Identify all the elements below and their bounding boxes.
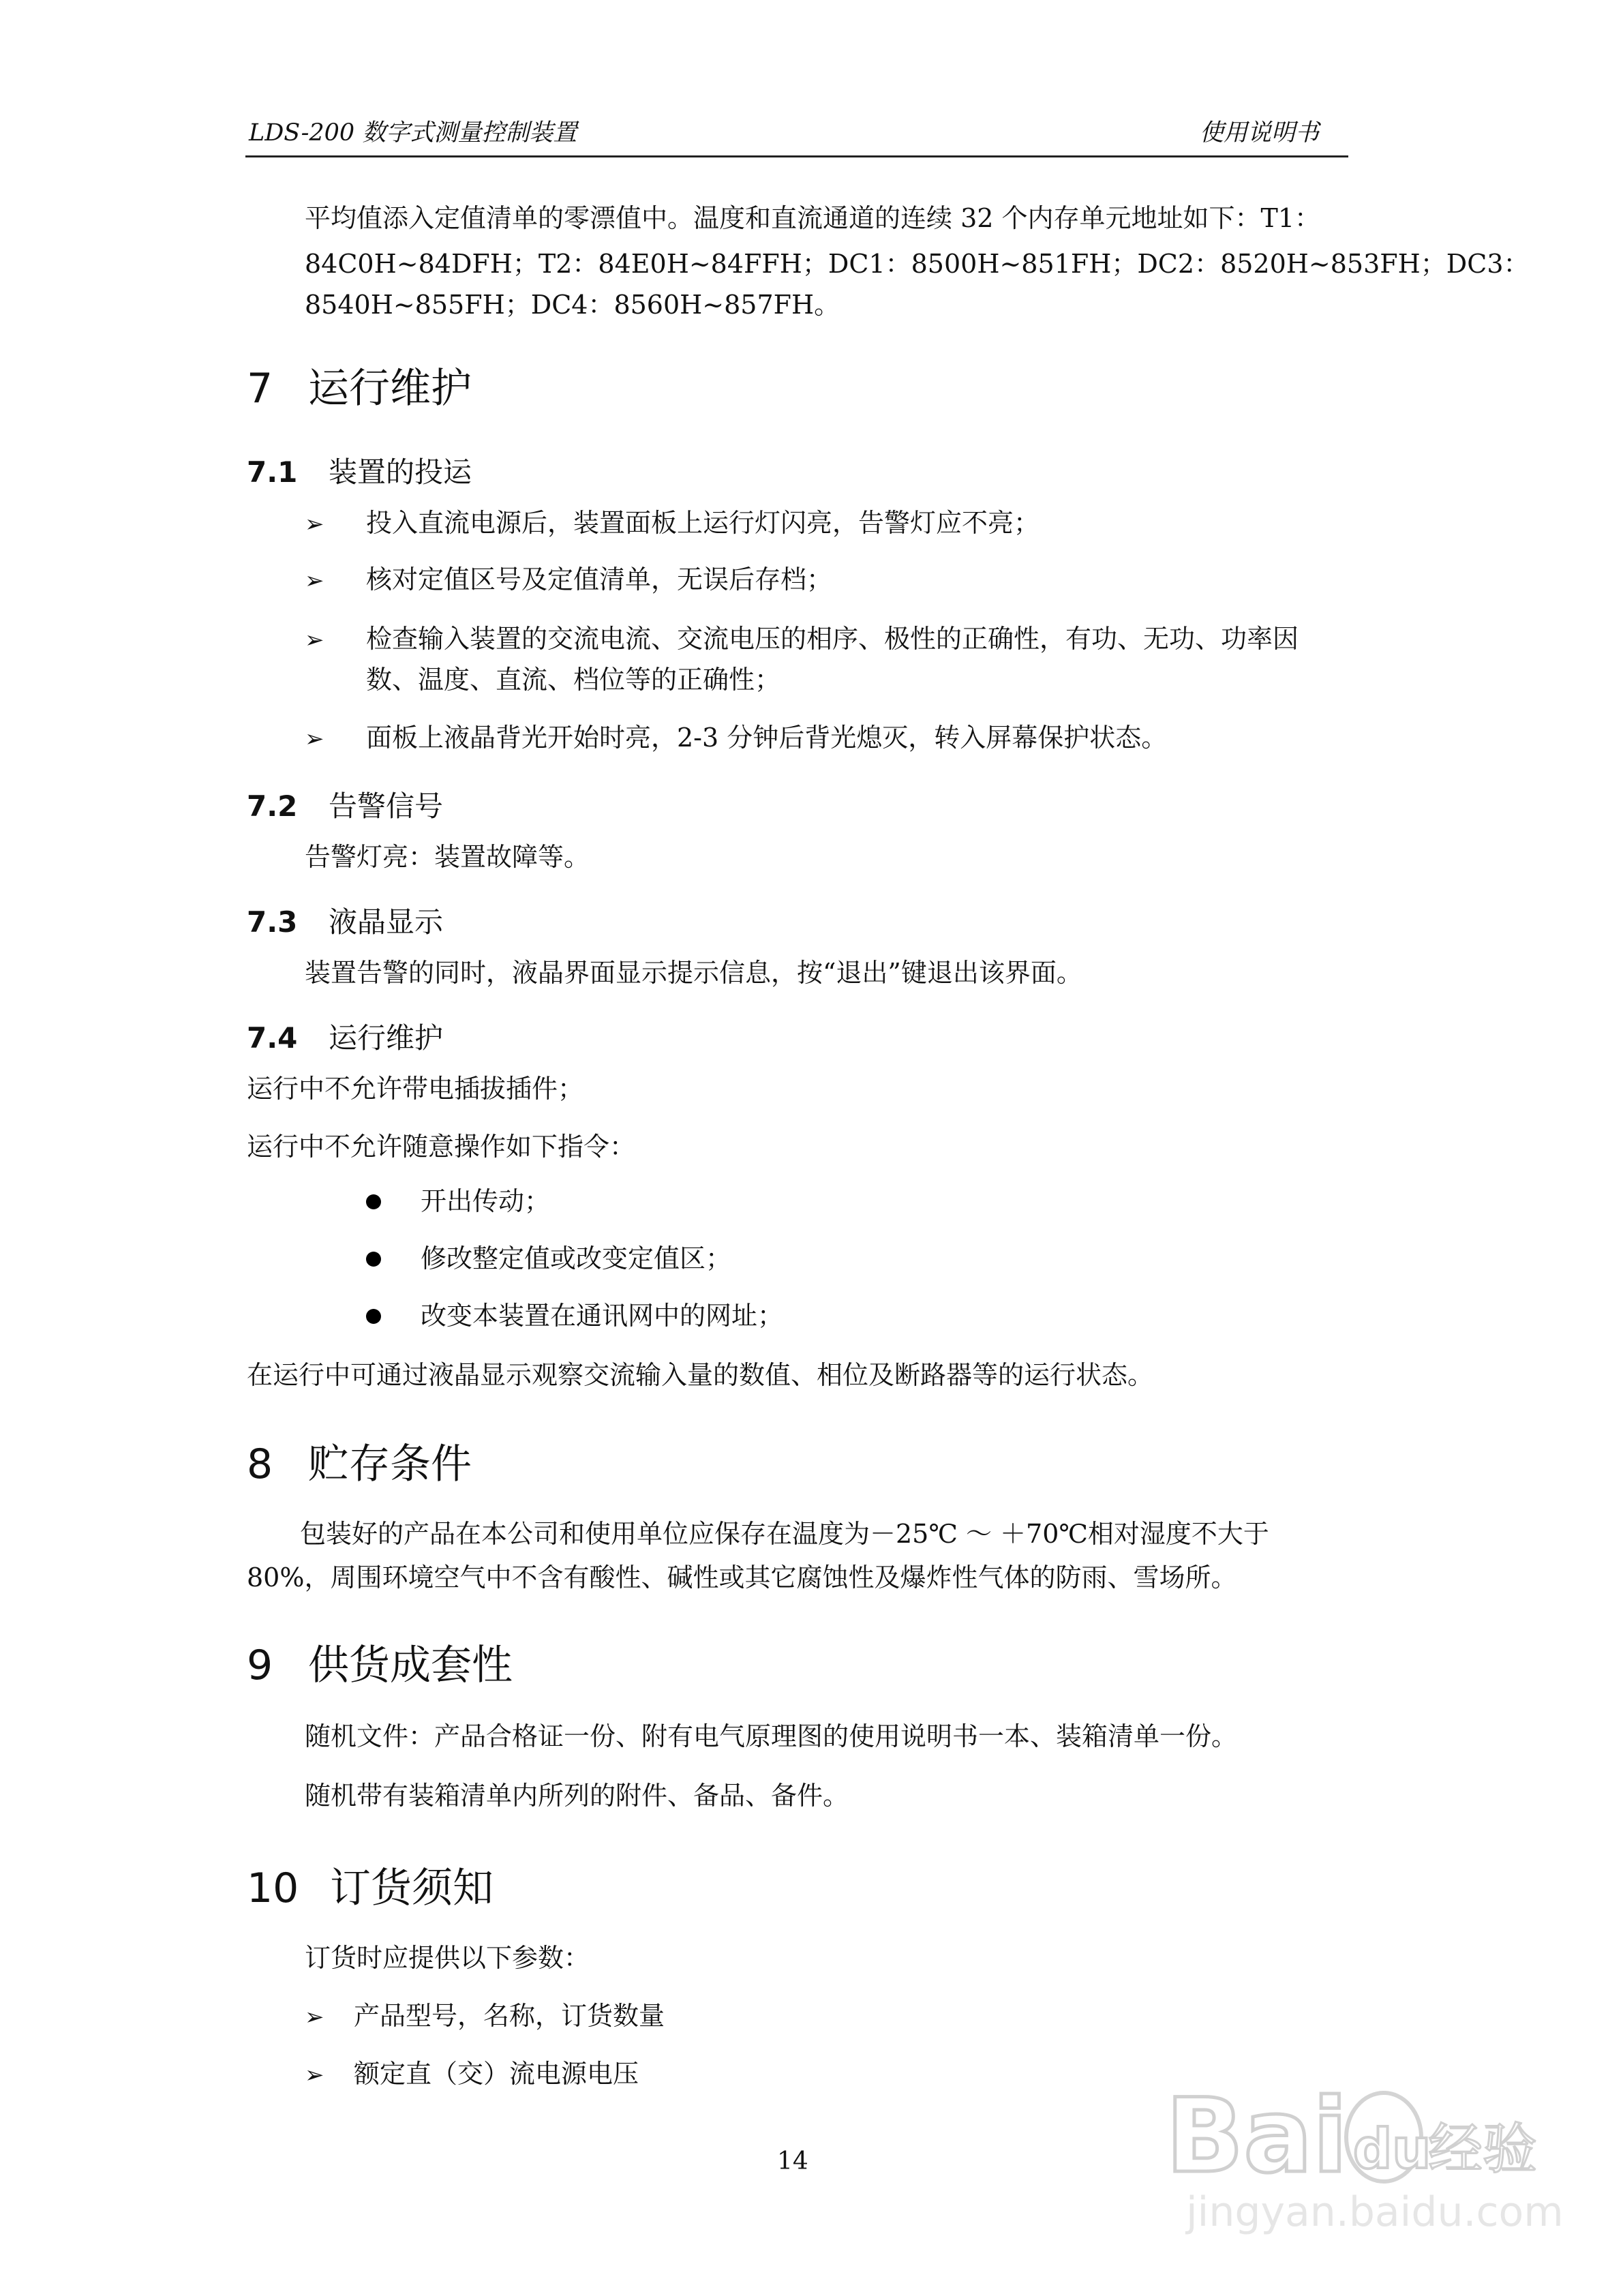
dot-bullet-icon <box>366 1252 381 1267</box>
list-item: ➢ 产品型号，名称，订货数量 <box>305 2001 665 2031</box>
header-divider <box>245 155 1348 157</box>
bullet-item: 改变本装置在通讯网中的网址； <box>421 1301 784 1331</box>
section-8-heading: 8 贮存条件 <box>247 1440 472 1488</box>
section-7-4-heading: 7.4 运行维护 <box>247 1021 444 1055</box>
section-10-intro: 订货时应提供以下参数： <box>305 1943 590 1973</box>
section-7-2-heading: 7.2 告警信号 <box>247 789 444 823</box>
svg-text:du: du <box>1353 2117 1431 2181</box>
svg-text:Bai: Bai <box>1166 2077 1348 2196</box>
arrow-bullet-icon: ➢ <box>305 725 324 753</box>
header-title: LDS-200 数字式测量控制装置 <box>249 119 577 147</box>
intro-line-2: 84C0H~84DFH；T2：84E0H~84FFH；DC1：8500H~851FH；DC2：8520H~853FH；DC3： <box>305 249 1530 279</box>
section-7-4-line-1: 运行中不允许带电插拔插件； <box>247 1074 584 1104</box>
section-7-3-text: 装置告警的同时，液晶界面显示提示信息，按“退出”键退出该界面。 <box>305 958 1082 988</box>
arrow-bullet-icon: ➢ <box>305 2061 324 2089</box>
dot-bullet-icon <box>366 1194 381 1209</box>
bullet-item: 开出传动； <box>421 1186 551 1216</box>
section-7-number: 7 <box>247 365 273 412</box>
list-item: ➢ 投入直流电源后，装置面板上运行灯闪亮，告警灯应不亮； <box>305 508 1040 538</box>
header-doc-type: 使用说明书 <box>1199 119 1319 147</box>
section-9-line-2: 随机带有装箱清单内所列的附件、备品、备件。 <box>305 1781 849 1811</box>
page-number: 14 <box>777 2147 808 2175</box>
section-7-title: 运行维护 <box>308 365 472 412</box>
list-item: ➢ 核对定值区号及定值清单，无误后存档； <box>305 564 833 594</box>
section-7-2-text: 告警灯亮：装置故障等。 <box>305 842 590 872</box>
section-7-4-line-2: 运行中不允许随意操作如下指令： <box>247 1132 636 1162</box>
section-9-heading: 9 供货成套性 <box>247 1642 513 1689</box>
arrow-bullet-icon: ➢ <box>305 511 324 538</box>
baidu-watermark-logo <box>1159 2077 1564 2236</box>
section-9-line-1: 随机文件：产品合格证一份、附有电气原理图的使用说明书一本、装箱清单一份。 <box>305 1721 1238 1751</box>
section-8-line-2: 80%，周围环境空气中不含有酸性、碱性或其它腐蚀性及爆炸性气体的防雨、雪场所。 <box>247 1562 1237 1592</box>
list-item-continuation: 数、温度、直流、档位等的正确性； <box>366 665 781 695</box>
arrow-bullet-icon: ➢ <box>305 567 324 594</box>
section-7-heading <box>247 356 472 414</box>
bullet-item: 修改整定值或改变定值区； <box>421 1243 732 1273</box>
intro-line-3: 8540H~855FH；DC4：8560H~857FH。 <box>305 290 840 320</box>
section-8-line-1: 包装好的产品在本公司和使用单位应保存在温度为－25℃ ～ ＋70℃相对湿度不大于 <box>300 1519 1269 1549</box>
svg-text:jingyan.baidu.com: jingyan.baidu.com <box>1186 2188 1564 2236</box>
list-item: ➢ 检查输入装置的交流电流、交流电压的相序、极性的正确性，有功、无功、功率因 <box>305 624 1299 654</box>
section-7-4-line-3: 在运行中可通过液晶显示观察交流输入量的数值、相位及断路器等的运行状态。 <box>247 1360 1154 1390</box>
intro-line-1: 平均值添入定值清单的零漂值中。温度和直流通道的连续 32 个内存单元地址如下：T1： <box>305 203 1321 233</box>
section-10-heading: 10 订货须知 <box>247 1864 494 1912</box>
arrow-bullet-icon: ➢ <box>305 626 324 654</box>
section-7-3-heading: 7.3 液晶显示 <box>247 905 444 939</box>
list-item: ➢ 面板上液晶背光开始时亮，2-3 分钟后背光熄灭，转入屏幕保护状态。 <box>305 723 1168 753</box>
arrow-bullet-icon: ➢ <box>305 2004 324 2031</box>
list-item: ➢ 额定直（交）流电源电压 <box>305 2059 639 2089</box>
dot-bullet-icon <box>366 1309 381 1324</box>
section-7-1-heading: 7.1 装置的投运 <box>247 455 472 489</box>
svg-text:经验: 经验 <box>1428 2117 1537 2181</box>
